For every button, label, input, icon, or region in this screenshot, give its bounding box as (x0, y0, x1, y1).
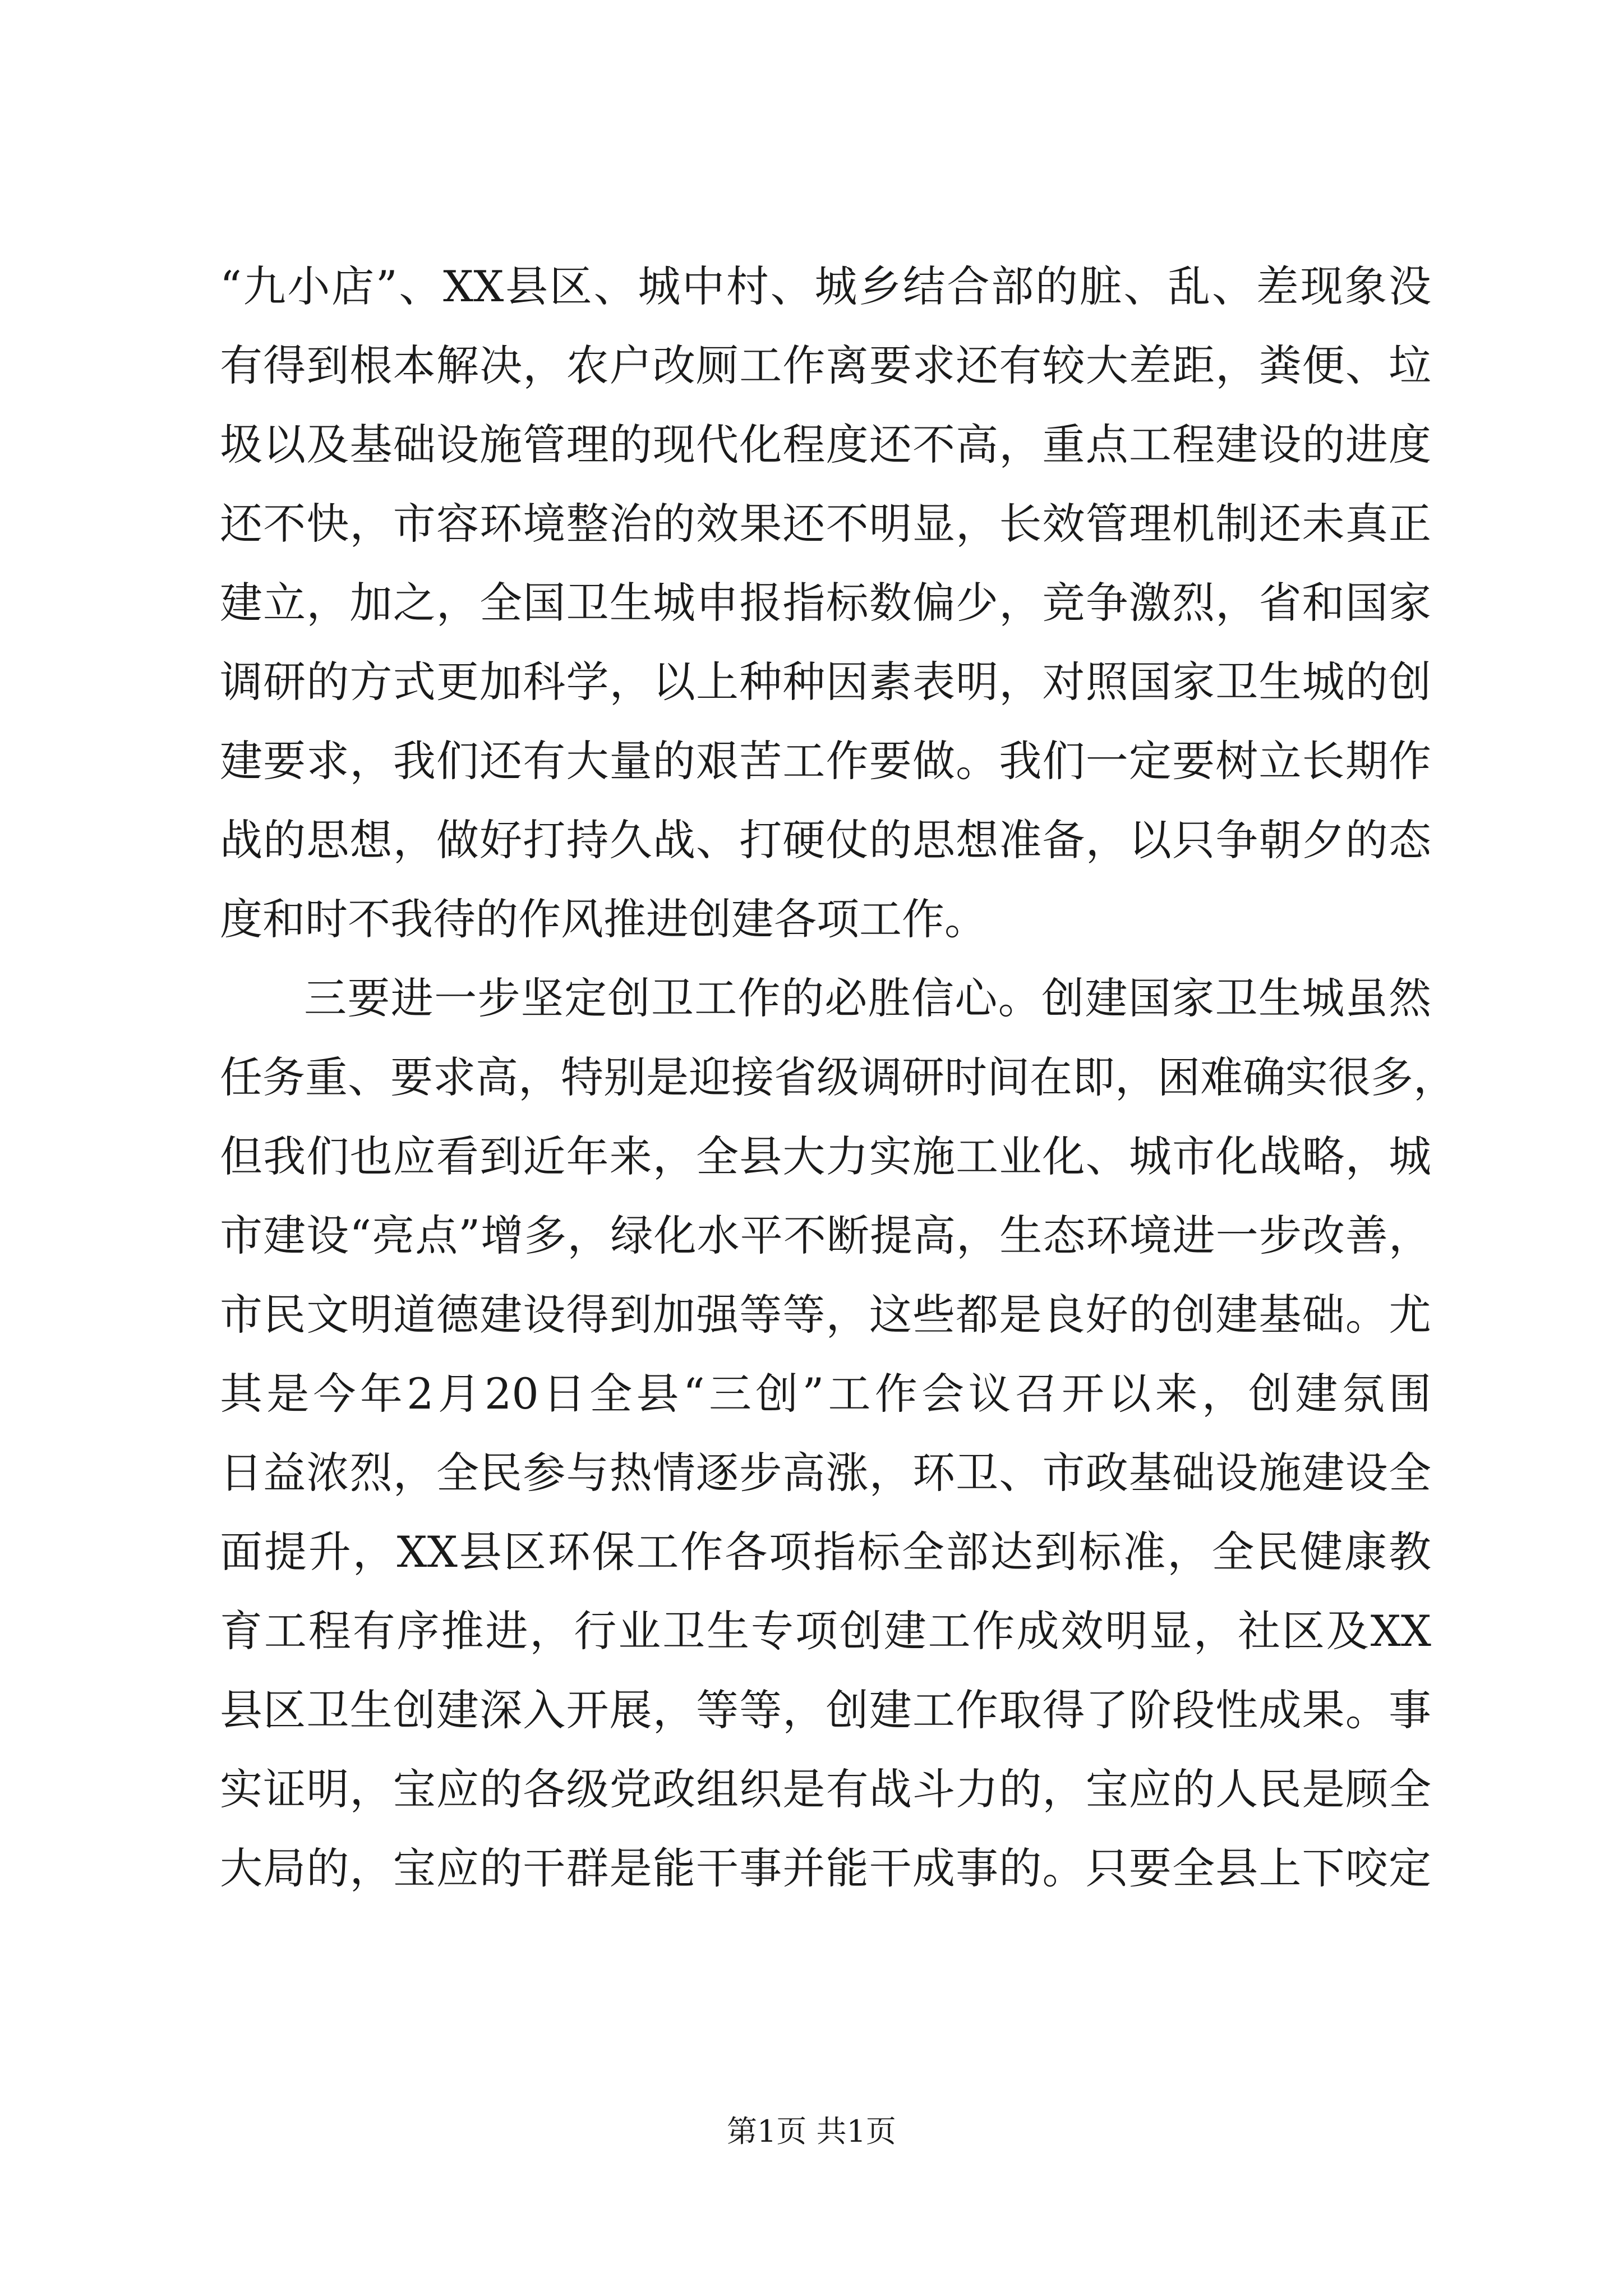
text-line-13: 市建设“亮点”增多，绿化水平不断提高，生态环境进一步改善， (220, 1211, 1431, 1260)
page-footer: 第1页 共1页 (727, 2114, 896, 2149)
text-line-8: 战的思想，做好打持久战、打硬仗的思想准备，以只争朝夕的态 (220, 815, 1431, 865)
text-line-10: 三要进一步坚定创卫工作的必胜信心。创建国家卫生城虽然 (304, 973, 1431, 1023)
text-line-4: 还不快，市容环境整治的效果还不明显，长效管理机制还未真正 (220, 499, 1431, 549)
text-line-12: 但我们也应看到近年来，全县大力实施工业化、城市化战略，城 (220, 1131, 1431, 1181)
text-line-15: 其是今年2月20日全县“三创”工作会议召开以来，创建氛围 (220, 1369, 1431, 1419)
text-line-21: 大局的，宝应的干群是能干事并能干成事的。只要全县上下咬定 (220, 1843, 1431, 1893)
text-line-20: 实证明，宝应的各级党政组织是有战斗力的，宝应的人民是顾全 (220, 1764, 1431, 1814)
text-line-16: 日益浓烈，全民参与热情逐步高涨，环卫、市政基础设施建设全 (220, 1448, 1431, 1498)
text-line-6: 调研的方式更加科学，以上种种因素表明，对照国家卫生城的创 (220, 657, 1431, 707)
text-line-9: 度和时不我待的作风推进创建各项工作。 (220, 894, 987, 944)
text-line-19: 县区卫生创建深入开展，等等，创建工作取得了阶段性成果。事 (220, 1685, 1431, 1735)
text-line-1: “九小店”、XX县区、城中村、城乡结合部的脏、乱、差现象没 (220, 261, 1431, 311)
text-line-2: 有得到根本解决，农户改厕工作离要求还有较大差距，粪便、垃 (220, 341, 1431, 390)
text-line-18: 育工程有序推进，行业卫生专项创建工作成效明显，社区及XX (220, 1606, 1431, 1656)
text-line-14: 市民文明道德建设得到加强等等，这些都是良好的创建基础。尤 (220, 1290, 1431, 1340)
text-line-7: 建要求，我们还有大量的艰苦工作要做。我们一定要树立长期作 (220, 736, 1431, 786)
text-line-17: 面提升，XX县区环保工作各项指标全部达到标准，全民健康教 (220, 1527, 1431, 1577)
text-line-5: 建立，加之，全国卫生城申报指标数偏少，竞争激烈，省和国家 (220, 578, 1431, 628)
body-text (220, 247, 1456, 1908)
text-line-11: 任务重、要求高，特别是迎接省级调研时间在即，困难确实很多， (220, 1052, 1456, 1102)
text-line-3: 圾以及基础设施管理的现代化程度还不高，重点工程建设的进度 (220, 420, 1431, 470)
